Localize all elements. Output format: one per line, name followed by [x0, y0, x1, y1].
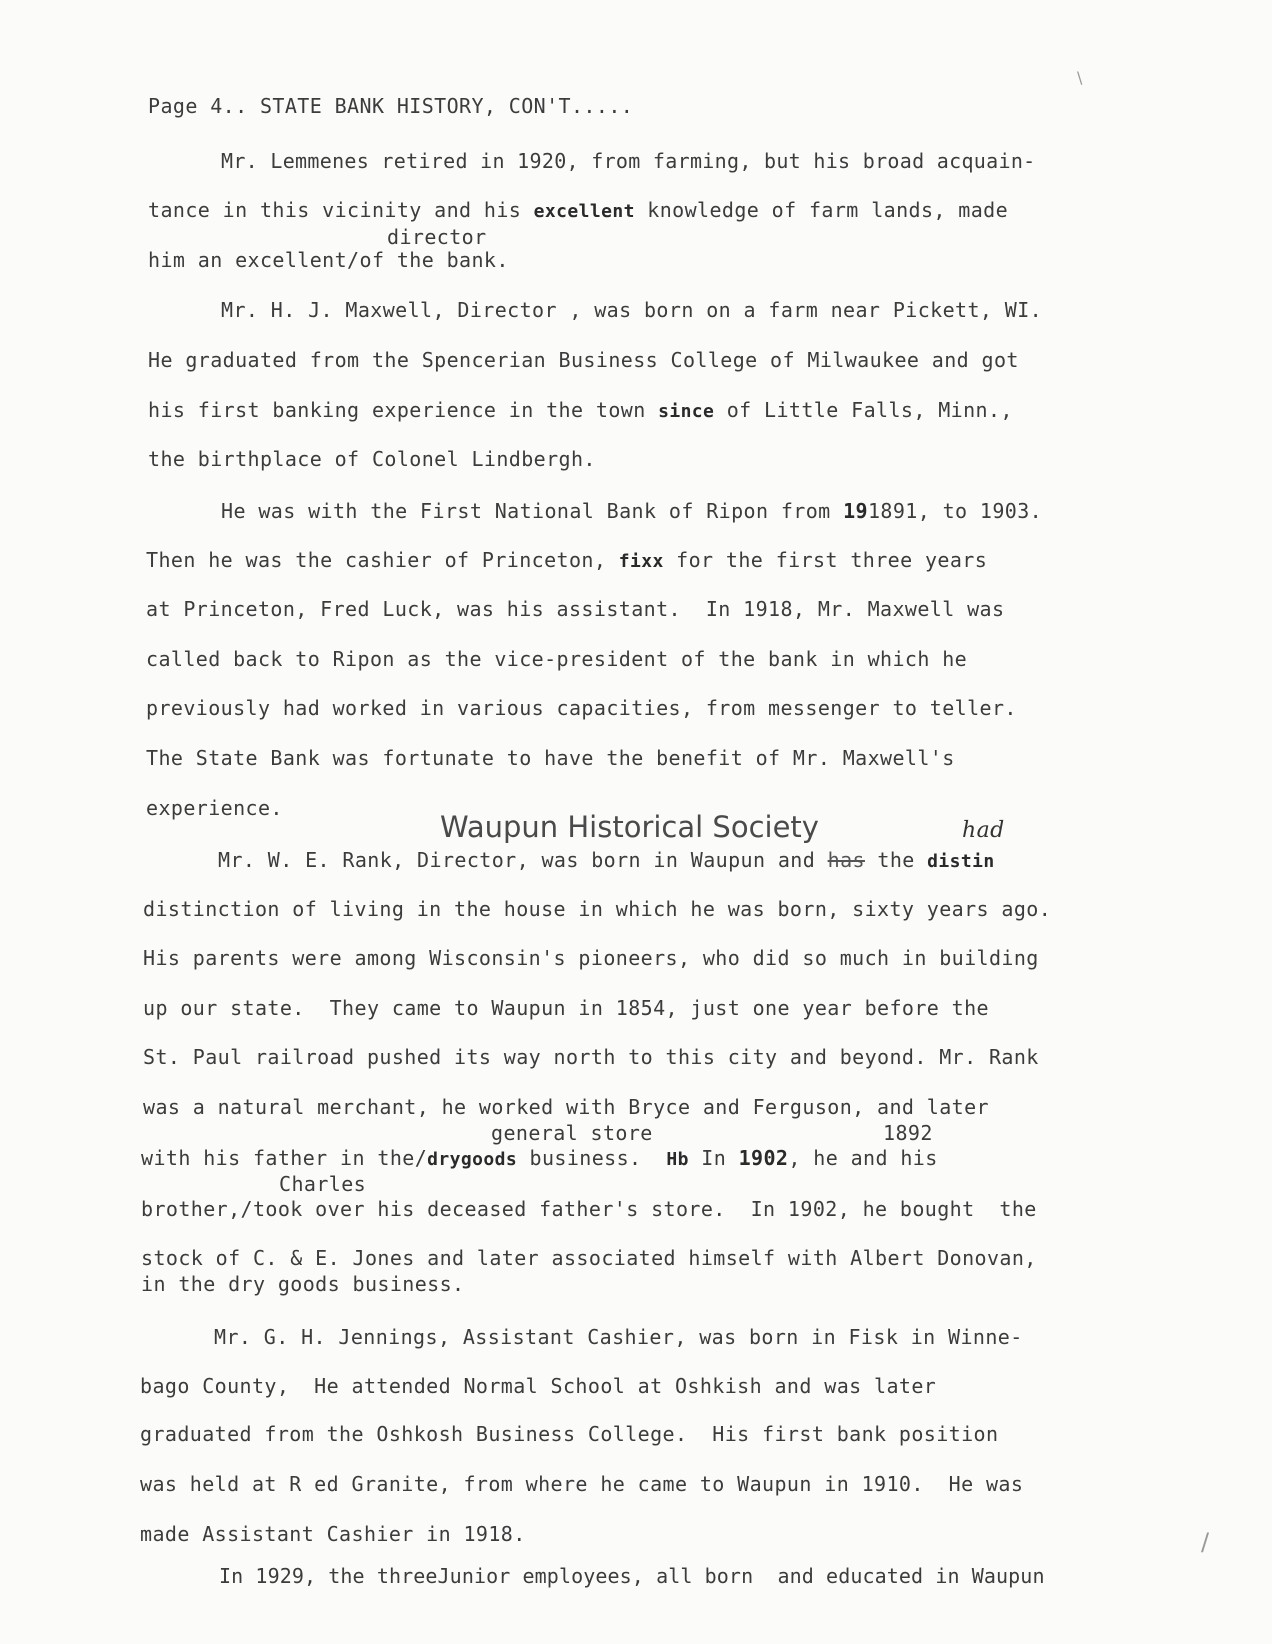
p4-line-1-start: Mr. W. E. Rank, Director, was born in Waupun and: [218, 848, 828, 872]
p1-line-2: [148, 200, 1008, 221]
p4-line-7-xo2: Hb: [666, 1149, 689, 1170]
page-header: Page 4.. STATE BANK HISTORY, CON'T.....: [148, 94, 634, 118]
p1-line-2-xo: excellent: [533, 201, 635, 222]
p1-insert-director: director: [387, 225, 487, 249]
p4-line-5: St. Paul railroad pushed its way north to this city and beyond. Mr. Rank: [143, 1045, 1039, 1069]
p5-line-5: made Assistant Cashier in 1918.: [140, 1522, 526, 1546]
p2-line-3: [148, 400, 1013, 421]
p3-line-1-start: He was with the First National Bank of Ripon from: [221, 499, 844, 523]
p5-line-1: Mr. G. H. Jennings, Assistant Cashier, was born in Fisk in Winne-: [214, 1325, 1023, 1349]
p3-line-5: previously had worked in various capacities, from messenger to teller.: [146, 696, 1017, 720]
p4-line-6: was a natural merchant, he worked with Bryce and Ferguson, and later: [143, 1095, 989, 1119]
p3-line-4: called back to Ripon as the vice-president of the bank in which he: [146, 647, 968, 671]
p4-line-7-end: , he and his: [788, 1146, 938, 1170]
p5-line-2: bago County, He attended Normal School at Oshkish and was later: [140, 1374, 937, 1398]
p2-line-1: Mr. H. J. Maxwell, Director , was born on a farm near Pickett, WI.: [221, 298, 1043, 322]
p5-line-3: graduated from the Oshkosh Business College. His first bank position: [140, 1422, 999, 1446]
stray-pencil-mark-top: \: [1077, 68, 1083, 87]
p4-line-4: up our state. They came to Waupun in 1854, just one year before the: [143, 996, 989, 1020]
p4-line-7-xo: drygoods: [427, 1149, 518, 1170]
p2-line-4: the birthplace of Colonel Lindbergh.: [148, 447, 596, 471]
p4-insert-general-store: general store: [491, 1121, 653, 1145]
stray-pencil-mark: /: [1201, 1528, 1210, 1556]
p3-line-7: experience.: [146, 796, 283, 820]
p3-line-1: [221, 501, 1042, 521]
p4-line-7-mid2: In: [688, 1146, 739, 1170]
p4-line-8: brother,/took over his deceased father's store. In 1902, he bought the: [141, 1197, 1037, 1221]
p5-line-4: was held at R ed Granite, from where he came to Waupun in 1910. He was: [140, 1472, 1024, 1496]
p4-line-1-xo: distin: [927, 851, 995, 872]
p4-handwritten-insert: had: [962, 818, 1005, 843]
p4-insert-charles: Charles: [279, 1172, 367, 1196]
p4-line-10: in the dry goods business.: [141, 1272, 465, 1296]
p4-line-1-mid: the: [864, 848, 928, 872]
p4-line-1: [218, 850, 995, 871]
p4-line-9: stock of C. & E. Jones and later associated himself with Albert Donovan,: [141, 1246, 1037, 1270]
p3-line-6: The State Bank was fortunate to have the benefit of Mr. Maxwell's: [146, 746, 955, 770]
p3-line-1-end: 1891, to 1903.: [867, 499, 1043, 523]
p2-line-2: He graduated from the Spencerian Business College of Milwaukee and got: [148, 348, 1019, 372]
p4-line-7-start: with his father in the/: [141, 1146, 428, 1170]
p4-line-2: distinction of living in the house in which he was born, sixty years ago.: [143, 897, 1052, 921]
p2-line-3-xo: since: [658, 401, 715, 422]
p3-line-3: at Princeton, Fred Luck, was his assistant. In 1918, Mr. Maxwell was: [146, 597, 1005, 621]
p4-line-1-struck: has: [827, 848, 865, 872]
p3-line-2-end: for the first three years: [663, 548, 988, 572]
watermark: Waupun Historical Society: [440, 810, 819, 844]
p1-line-3: him an excellent/of the bank.: [148, 248, 509, 272]
p3-line-2-xo: fixx: [618, 551, 664, 572]
p1-line-2-end: knowledge of farm lands, made: [634, 198, 1009, 222]
p3-line-2-start: Then he was the cashier of Princeton,: [146, 548, 619, 572]
p4-line-3: His parents were among Wisconsin's pioneers, who did so much in building: [143, 946, 1039, 970]
p4-line-7-xo3: 1902: [738, 1146, 789, 1170]
p4-insert-year: 1892: [883, 1121, 933, 1145]
p4-line-7: [141, 1148, 938, 1169]
p1-line-1: Mr. Lemmenes retired in 1920, from farming, but his broad acquain-: [221, 149, 1036, 173]
p2-line-3-start: his first banking experience in the town: [148, 398, 659, 422]
p3-line-1-xo: 19: [843, 499, 868, 523]
p3-line-2: [146, 550, 987, 571]
p1-line-2-start: tance in this vicinity and his: [148, 198, 534, 222]
p4-line-7-mid: business.: [517, 1146, 667, 1170]
p6-line-1: In 1929, the threeJunior employees, all born and educated in Waupun: [219, 1564, 1045, 1588]
p2-line-3-end: of Little Falls, Minn.,: [714, 398, 1013, 422]
